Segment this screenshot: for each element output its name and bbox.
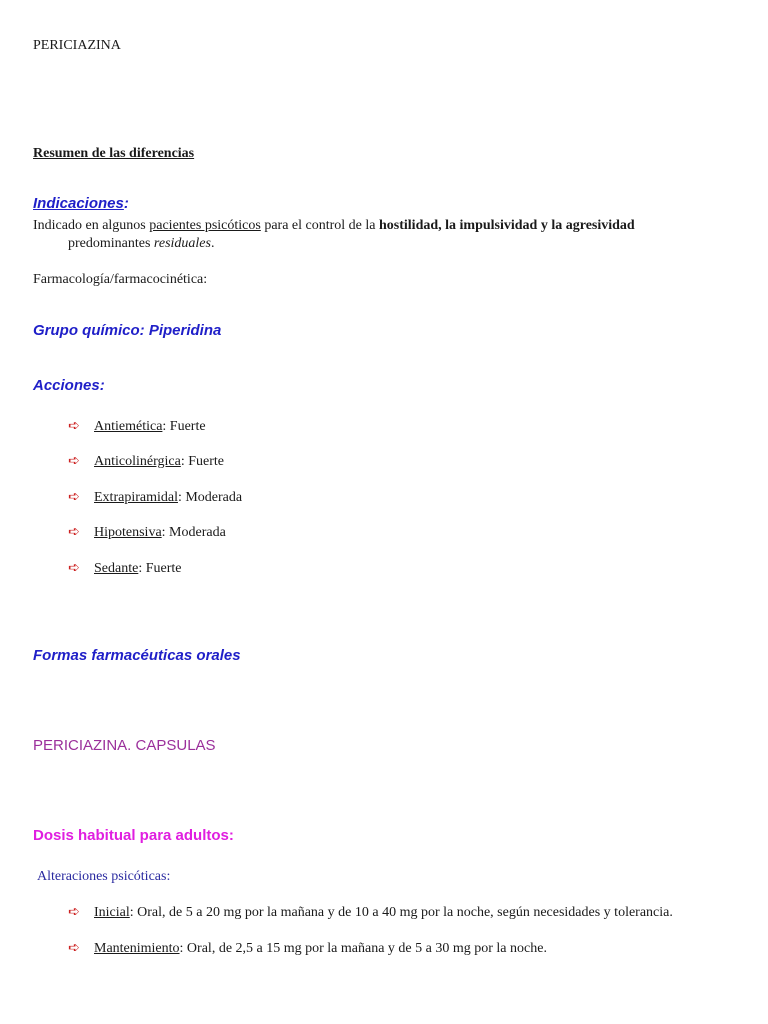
indications-heading-colon: :	[123, 195, 129, 212]
document-title: PERICIAZINA	[33, 38, 121, 53]
actions-heading: Acciones:	[33, 377, 105, 394]
summary-heading: Resumen de las diferencias	[33, 146, 195, 161]
adult-dose-heading: Dosis habitual para adultos:	[33, 827, 234, 844]
action-value: : Fuerte	[162, 419, 206, 434]
indications-heading	[33, 195, 129, 212]
chemical-group-heading: Grupo químico: Piperidina	[33, 322, 222, 339]
indications-bold-term: hostilidad, la impulsividad y la agresividad	[379, 218, 635, 233]
arrow-icon: ➪	[68, 940, 80, 956]
action-name: Sedante	[94, 561, 139, 576]
action-name: Antiemética	[94, 419, 163, 434]
indications-text-1: Indicado en algunos	[33, 218, 150, 233]
action-value: : Fuerte	[180, 454, 224, 469]
action-item	[68, 524, 226, 541]
arrow-icon: ➪	[68, 904, 80, 920]
pharmacology-label: Farmacología/farmacocinética:	[33, 272, 208, 287]
dose-item	[68, 940, 547, 957]
indications-text-3: predominantes	[68, 236, 154, 251]
indications-heading-text: Indicaciones	[33, 195, 124, 212]
arrow-icon: ➪	[68, 560, 80, 576]
oral-forms-heading: Formas farmacéuticas orales	[33, 647, 241, 664]
dose-value: : Oral, de 5 a 20 mg por la mañana y de 10 a 40 mg por la noche, según necesidades y tolerancia.	[129, 905, 673, 920]
arrow-icon: ➪	[68, 489, 80, 505]
action-item	[68, 489, 242, 506]
action-item	[68, 560, 181, 577]
action-value: : Fuerte	[138, 561, 182, 576]
action-name: Extrapiramidal	[94, 490, 178, 505]
indications-line-2	[68, 236, 214, 252]
dose-item	[68, 904, 673, 921]
capsules-heading: PERICIAZINA. CAPSULAS	[33, 737, 216, 754]
action-value: : Moderada	[161, 525, 226, 540]
action-item	[68, 418, 206, 435]
arrow-icon: ➪	[68, 418, 80, 434]
indications-text-4: .	[210, 236, 215, 251]
action-name: Anticolinérgica	[94, 454, 181, 469]
action-item	[68, 453, 224, 470]
arrow-icon: ➪	[68, 453, 80, 469]
psychotic-patients-term: pacientes psicóticos	[149, 218, 261, 233]
arrow-icon: ➪	[68, 524, 80, 540]
indications-text-2: para el control de la	[260, 218, 379, 233]
dose-name: Mantenimiento	[94, 941, 180, 956]
indications-italic-term: residuales	[153, 236, 211, 251]
dose-value: : Oral, de 2,5 a 15 mg por la mañana y de 5 a 30 mg por la noche.	[179, 941, 547, 956]
psychotic-alterations-label: Alteraciones psicóticas:	[37, 869, 171, 884]
dose-name: Inicial	[94, 905, 130, 920]
action-value: : Moderada	[177, 490, 243, 505]
action-name: Hipotensiva	[94, 525, 162, 540]
indications-line-1	[33, 218, 635, 234]
